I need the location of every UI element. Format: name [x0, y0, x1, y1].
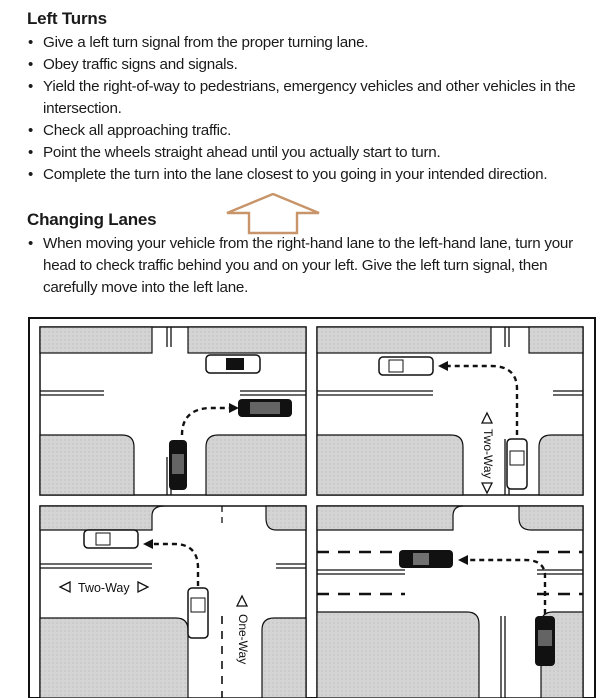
panel-left-turn-two-way-to-two-way [317, 327, 583, 495]
car-icon [399, 550, 453, 568]
turning-diagram [28, 317, 596, 698]
car-icon [84, 530, 138, 548]
two-way-label: Two-Way [78, 581, 130, 595]
changing-lanes-heading: Changing Lanes [27, 210, 157, 229]
two-way-label: Two-Way [481, 429, 495, 479]
left-turns-list [27, 32, 605, 186]
panel-left-turn-from-two-way [40, 327, 306, 495]
list-item: • Yield the right-of-way to pedestrians, emergency vehicles and other vehicles in the intersection. [27, 76, 605, 120]
list-item: • Obey traffic signs and signals. [27, 54, 605, 76]
list-item: • Point the wheels straight ahead until you actually start to turn. [27, 142, 605, 164]
list-item: • Give a left turn signal from the proper turning lane. [27, 32, 605, 54]
panel-left-turn-one-way-to-two-way [40, 506, 306, 698]
car-icon [206, 355, 260, 373]
one-way-label: One-Way [236, 614, 250, 665]
car-icon [379, 357, 433, 375]
car-icon [507, 439, 527, 489]
car-icon [535, 616, 555, 666]
list-item: • Complete the turn into the lane closest to you going in your intended direction. [27, 164, 605, 186]
car-icon [169, 440, 187, 490]
list-item: • Check all approaching traffic. [27, 120, 605, 142]
left-turns-heading: Left Turns [27, 9, 107, 28]
panel-left-turn-multilane [317, 506, 583, 698]
car-icon [188, 588, 208, 638]
changing-lanes-list [27, 233, 605, 299]
pointer-up-arrow-icon [226, 193, 326, 235]
car-icon [238, 399, 292, 417]
list-item: • When moving your vehicle from the right-hand lane to the left-hand lane, turn your head to check traffic behind you and on your left. Give the left turn signal, then carefully move into the left lane. [27, 233, 605, 299]
